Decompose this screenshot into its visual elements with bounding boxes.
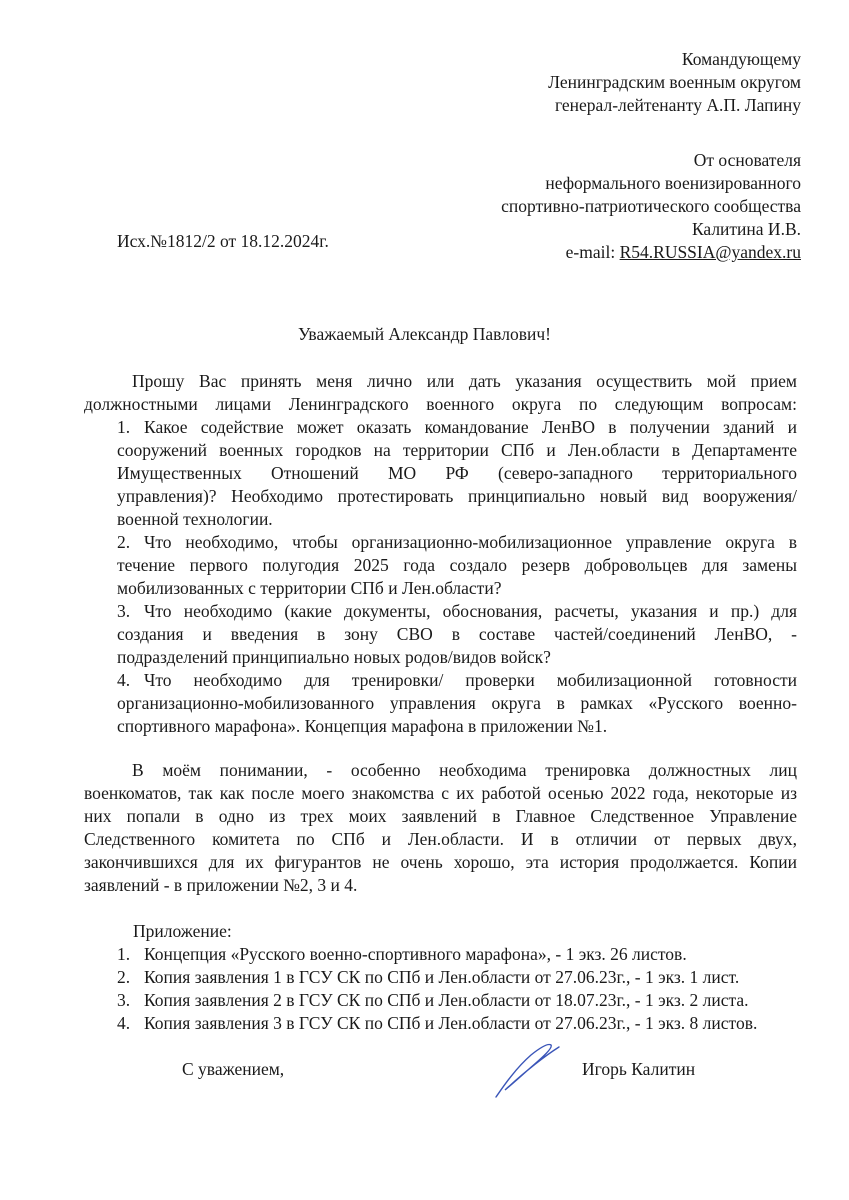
body-line: них попали в одно из трех моих заявлений в Главное Следственное Управление xyxy=(84,806,797,826)
question-line: мобилизованных с территории СПб и Лен.области? xyxy=(117,578,502,598)
intro-line: должностными лицами Ленинградского военного округа по следующим вопросам: xyxy=(84,394,797,414)
attachment-number: 3. xyxy=(117,990,131,1010)
question-line: Имущественных Отношений МО РФ (северо-западного территориального xyxy=(117,463,797,483)
question-line: 4. Что необходимо для тренировки/ проверки мобилизационной готовности xyxy=(117,670,797,690)
question-item xyxy=(117,600,797,669)
question-item xyxy=(117,669,797,738)
question-line: сооружений военных городков на территории СПб и Лен.области в Департаменте xyxy=(117,440,797,460)
sender-line: спортивно-патриотического сообщества xyxy=(501,196,801,216)
salutation: Уважаемый Александр Павлович! xyxy=(298,324,551,344)
body-paragraph xyxy=(84,759,797,897)
sender-line: От основателя xyxy=(693,150,801,170)
recipient-block xyxy=(548,48,801,117)
attachment-number: 2. xyxy=(117,967,131,987)
email-label: e-mail: xyxy=(565,242,620,262)
body-line: закончившихся для их фигурантов не очень хорошо, эта история продолжается. Копии xyxy=(84,852,797,872)
signature-name: Игорь Калитин xyxy=(582,1059,696,1079)
attachments-list xyxy=(117,920,757,1035)
question-line: 1. Какое содействие может оказать командование ЛенВО в получении зданий и xyxy=(117,417,797,437)
intro-line: Прошу Вас принять меня лично или дать указания осуществить мой прием xyxy=(132,371,797,391)
question-item xyxy=(117,416,797,531)
question-line: течение первого полугодия 2025 года создало резерв добровольцев для замены xyxy=(117,555,797,575)
question-line: 2. Что необходимо, чтобы организационно-мобилизационное управление округа в xyxy=(117,532,797,552)
question-line: организационно-мобилизованного управления округа в рамках «Русского военно- xyxy=(117,693,797,713)
attachment-number: 1. xyxy=(117,944,131,964)
question-line: создания и введения в зону СВО в составе частей/соединений ЛенВО, - xyxy=(117,624,797,644)
attachment-number: 4. xyxy=(117,1013,131,1033)
closing: С уважением, xyxy=(182,1059,285,1079)
email-link[interactable]: R54.RUSSIA@yandex.ru xyxy=(619,242,801,262)
question-line: военной технологии. xyxy=(117,509,273,529)
sender-line: Калитина И.В. xyxy=(691,219,801,239)
question-number: 4. xyxy=(117,670,131,690)
question-line: подразделений принципиально новых родов/видов войск? xyxy=(117,647,551,667)
body-line: В моём понимании, - особенно необходима тренировка должностных лиц xyxy=(132,760,797,780)
question-line: 3. Что необходимо (какие документы, обоснования, расчеты, указания и пр.) для xyxy=(117,601,797,621)
body-line: военкоматов, так как после моего знакомства с их работой осенью 2022 года, некоторые из xyxy=(84,783,797,803)
reference-number: Исх.№1812/2 от 18.12.2024г. xyxy=(117,231,329,251)
recipient-line: генерал-лейтенанту А.П. Лапину xyxy=(554,95,801,115)
body-line: Следственного комитета по СПб и Лен.области. И в отличии от первых двух, xyxy=(84,829,797,849)
question-item xyxy=(117,531,797,600)
question-number: 1. xyxy=(117,417,131,437)
questions-list xyxy=(117,416,797,738)
question-number: 2. xyxy=(117,532,131,552)
attachments-title: Приложение: xyxy=(133,921,232,941)
attachment-item: 2. Копия заявления 1 в ГСУ СК по СПб и Лен.области от 27.06.23г., - 1 экз. 1 лист. xyxy=(117,967,740,987)
recipient-line: Ленинградским военным округом xyxy=(548,72,801,92)
attachment-item: 4. Копия заявления 3 в ГСУ СК по СПб и Лен.области от 27.06.23г., - 1 экз. 8 листов. xyxy=(117,1013,758,1033)
body-line: заявлений - в приложении №2, 3 и 4. xyxy=(84,875,358,895)
attachment-item: 3. Копия заявления 2 в ГСУ СК по СПб и Лен.области от 18.07.23г., - 1 экз. 2 листа. xyxy=(117,990,749,1010)
attachment-item: 1. Концепция «Русского военно-спортивного марафона», - 1 экз. 26 листов. xyxy=(117,944,687,964)
question-number: 3. xyxy=(117,601,131,621)
question-line: управления)? Необходимо протестировать принципиально новый вид вооружения/ xyxy=(117,486,797,506)
sender-line: неформального военизированного xyxy=(545,173,801,193)
intro-paragraph xyxy=(84,370,797,416)
sender-block xyxy=(501,149,801,264)
sender-email-line xyxy=(501,241,801,264)
question-line: спортивного марафона». Концепция марафона в приложении №1. xyxy=(117,716,608,736)
recipient-line: Командующему xyxy=(681,49,801,69)
handwritten-signature xyxy=(493,1041,563,1099)
